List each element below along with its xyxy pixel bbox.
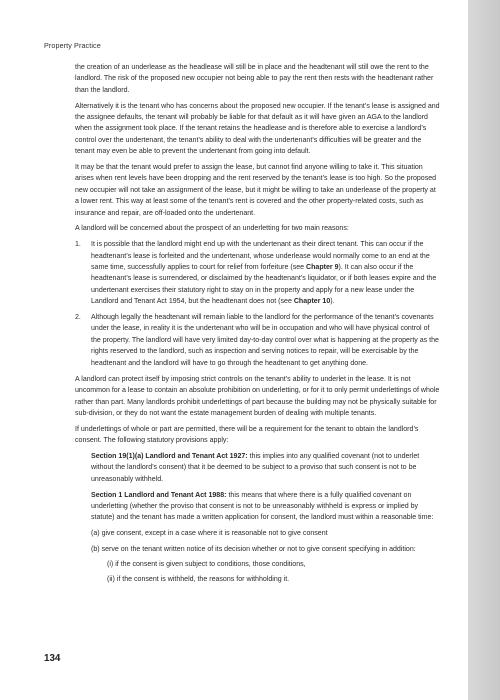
paragraph: If underlettings of whole or part are permitted, there will be a requirement for the tenant to obtain the landlord’s consent. The following statutory provisions apply: [75, 425, 419, 445]
chapter-reference: Chapter 9 [306, 264, 339, 272]
paragraph: A landlord will be concerned about the prospect of an underletting for two main reasons: [75, 225, 349, 233]
statute-text: this means that where there is a fully qualified covenant on underletting (whether the proviso that consent is not to be unreasonably withheld is express or implied by statute) and the tenant has made a written application for consent, the landlord must within a reasonable time: [91, 491, 434, 522]
paragraph: Alternatively it is the tenant who has concerns about the proposed new occupier. If the tenant’s lease is assigned and the assignee defaults, the tenant will probably be liable for that default as it will have given an AGA to the landlord when the assignment took place. If the tenant retains the headlease and is therefore able to exercise a landlord’s control over the undertenant, the tenant’s ability to deal with the undertenant’s difficulties will be greater and the tenant may even be able to prevent the undertenant from going into default. [75, 102, 440, 156]
sub-list [75, 528, 440, 586]
list-text: Although legally the headtenant will remain liable to the landlord for the performance of the tenant’s covenants under the lease, in reality it is the undertenant who will be in occupation and who will have physical control of the property. The landlord will have very limited day-to-day control over what is happening at the property as the rights reserved to the landlord, such as inspection and serving notices to repair, will be exercisable by the headtenant and the landlord will have to go through the headtenant to get anything done. [91, 314, 439, 367]
body-text [75, 62, 440, 590]
list-item [75, 312, 440, 369]
page-edge-band [468, 0, 500, 700]
statute-heading: Section 19(1)(a) Landlord and Tenant Act 1927: [91, 452, 248, 460]
paragraph: It may be that the tenant would prefer to assign the lease, but cannot find anyone willing to take it. This situation arises when rent levels have been dropping and the rent reserved by the tenant’s lease is too high. So the proposed new occupier will not take an assignment of the lease, but it might be willing to take an underlease of the property at a lower rent. This way at least some of the tenant’s rent is covered and the other property-related costs, such as insurance and repair, are off-loaded onto the undertenant. [75, 164, 437, 217]
paragraph: A landlord can protect itself by imposing strict controls on the tenant’s ability to underlet in the lease. It is not uncommon for a lease to contain an absolute prohibition on underletting, or for it to only permit underlettings of whole rather than part. Many landlords prohibit underlettings of part because the building may not be physically suitable for sub-division, or they do not want the estate management burden of dealing with multiple tenants. [75, 375, 440, 417]
sub-item-ii: (ii) if the consent is withheld, the reasons for withholding it. [107, 576, 290, 584]
page-number: 134 [44, 653, 61, 664]
numbered-list [75, 239, 440, 369]
list-text: It is possible that the landlord might end up with the undertenant as their direct tenant. This can occur if the headtenant’s lease is forfeited and the undertenant, whose underlease would normally come to an end at the same time, successfully applies to court for relief from forfeiture (see [91, 241, 430, 272]
list-text: ). It can also occur if the headtenant’s lease is surrendered, or disclaimed by the headtenant’s liquidator, or if both leases expire and the undertenant exercises their statutory right to stay on in the property and apply for a new lease under the Landlord and Tenant Act 1954, but the headtenant does not (see [91, 264, 437, 306]
sub-item-a: (a) give consent, except in a case where it is reasonable not to give consent [91, 530, 328, 538]
statute-heading: Section 1 Landlord and Tenant Act 1988: [91, 491, 227, 499]
statute-provision [75, 490, 440, 524]
statute-provision [75, 451, 440, 485]
list-item [75, 239, 440, 307]
list-text: ). [330, 298, 335, 306]
list-number: 2. [75, 314, 81, 322]
list-number: 1. [75, 241, 81, 249]
chapter-reference: Chapter 10 [293, 298, 331, 306]
sub-item-b: (b) serve on the tenant written notice of its decision whether or not to give consent specifying in addition: [91, 545, 416, 553]
statute-text: this implies into any qualified covenant (not to underlet without the landlord’s consent) that it be deemed to be subject to a proviso that such consent is not to be unreasonably withheld. [91, 452, 420, 483]
sub-item-i: (i) if the consent is given subject to conditions, those conditions, [107, 560, 306, 568]
running-header: Property Practice [44, 41, 101, 50]
paragraph: the creation of an underlease as the headlease will still be in place and the headtenant will still owe the rent to the landlord. The risk of the proposed new occupier not being able to pay the rent then rests with the headtenant rather than the landlord. [75, 64, 434, 94]
